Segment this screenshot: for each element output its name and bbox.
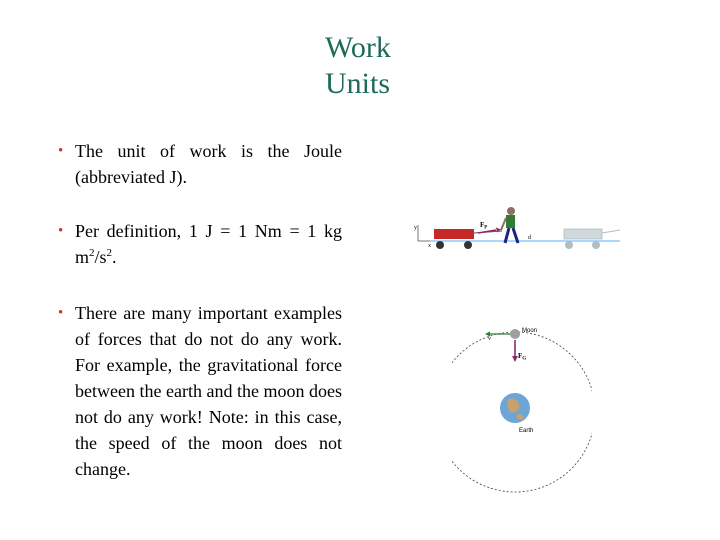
bullet-dot-icon: • — [58, 223, 64, 239]
axis-y-label: y — [414, 225, 417, 231]
bullet-dot-icon: • — [58, 143, 64, 159]
bullet-text: Per definition, 1 J = 1 Nm = 1 kg $m^2/s^2$. — [75, 221, 342, 267]
title-line-2: Units — [325, 67, 391, 100]
person-icon — [501, 207, 518, 243]
bullet-dot-icon: • — [58, 305, 64, 321]
ghost-wagon — [564, 229, 602, 239]
bullet-text: There are many important examples of forces that do not do any work. For example, the gravitational force between the earth and the moon does not do any work! Note: in this case, the speed of the moon does not change. — [75, 303, 342, 479]
moon-icon — [510, 329, 520, 339]
axis-x-label: x — [428, 243, 431, 249]
bullet-item — [58, 218, 342, 270]
distance-label: d — [528, 235, 531, 241]
bullet-item — [58, 138, 342, 190]
bullet-text: The unit of work is the Joule (abbreviated J). — [75, 141, 342, 187]
wagon-pull-figure — [410, 203, 622, 257]
bullet-list — [58, 138, 342, 482]
earth-label: Earth — [519, 428, 534, 434]
bullet-item — [58, 300, 342, 482]
moon-orbit-figure — [452, 318, 592, 518]
title-line-1: Work — [325, 31, 391, 64]
velocity-label: v — [488, 336, 491, 342]
moon-label: Moon — [522, 328, 538, 334]
slide-title — [325, 30, 391, 102]
force-label: $F_P$ — [480, 221, 488, 231]
gravity-force-label: $F_G$ — [518, 352, 527, 362]
red-wagon — [434, 229, 474, 239]
